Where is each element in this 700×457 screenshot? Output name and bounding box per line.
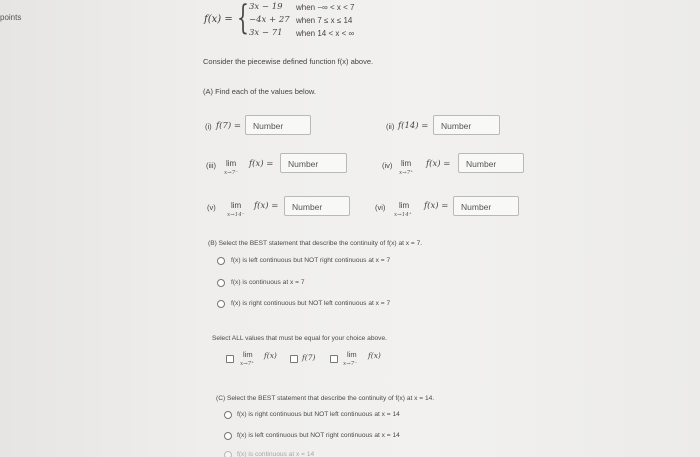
- select-all-instruction: Select ALL values that must be equal for your choice above.: [212, 335, 387, 342]
- check-3-sub: x→7⁻: [343, 361, 358, 367]
- points-label: points: [0, 13, 22, 22]
- item-iii-sub: x→7⁻: [224, 170, 239, 176]
- piece-3-cond: when 14 < x < ∞: [296, 29, 355, 38]
- piece-2-expr: −4x + 27: [249, 15, 290, 25]
- answer-ii-input[interactable]: Number: [433, 115, 500, 135]
- part-c-option-2[interactable]: f(x) is left continuous but NOT right continuous at x = 14: [237, 432, 400, 439]
- check-1-lim: lim: [243, 350, 253, 359]
- check-3-fn: f(x): [368, 351, 381, 360]
- piece-1-expr: 3x − 19: [249, 2, 283, 12]
- item-v-fn: f(x) =: [254, 201, 279, 211]
- function-lhs: f(x) =: [204, 14, 233, 25]
- part-b-radio-1[interactable]: [217, 257, 225, 265]
- part-c-radio-1[interactable]: [224, 411, 232, 419]
- part-c-option-1[interactable]: f(x) is right continuous but NOT left continuous at x = 14: [237, 411, 400, 418]
- answer-iv-input[interactable]: Number: [458, 153, 524, 173]
- item-iv-sub: x→7⁺: [399, 170, 414, 176]
- item-iv-fn: f(x) =: [426, 159, 451, 169]
- part-c-radio-3[interactable]: [224, 451, 232, 457]
- check-lim-7-minus[interactable]: [330, 355, 338, 363]
- answer-iii-input[interactable]: Number: [280, 153, 347, 173]
- part-b-radio-2[interactable]: [217, 279, 225, 287]
- check-f-7[interactable]: [290, 355, 298, 363]
- item-v-num: (v): [207, 203, 216, 212]
- item-iii-fn: f(x) =: [249, 159, 274, 169]
- item-vi-sub: x→14⁺: [394, 212, 412, 218]
- part-b-option-2[interactable]: f(x) is continuous at x = 7: [231, 279, 305, 286]
- item-i-expr: f(7) =: [216, 121, 242, 131]
- check-lim-7-plus[interactable]: [226, 355, 234, 363]
- item-ii-num: (ii): [386, 122, 395, 131]
- item-v-sub: x→14⁻: [227, 212, 245, 218]
- part-c-option-3[interactable]: f(x) is continuous at x = 14: [237, 451, 315, 457]
- item-v-lim: lim: [231, 201, 242, 210]
- check-1-fn: f(x): [264, 351, 277, 360]
- item-ii-expr: f(14) =: [398, 121, 429, 131]
- part-b-option-3[interactable]: f(x) is right continuous but NOT left continuous at x = 7: [231, 300, 391, 307]
- answer-v-input[interactable]: Number: [284, 196, 350, 216]
- intro-text: Consider the piecewise defined function f(x) above.: [203, 57, 374, 66]
- piece-1-cond: when −∞ < x < 7: [296, 3, 355, 12]
- part-a-heading: (A) Find each of the values below.: [203, 87, 316, 96]
- part-c-heading: (C) Select the BEST statement that describe the continuity of f(x) at x = 14.: [216, 395, 435, 402]
- piecewise-brace: {: [237, 0, 249, 38]
- check-1-sub: x→7⁺: [240, 361, 255, 367]
- piece-2-cond: when 7 ≤ x ≤ 14: [296, 16, 353, 25]
- answer-vi-input[interactable]: Number: [453, 196, 519, 216]
- item-iv-lim: lim: [401, 159, 412, 168]
- part-b-option-1[interactable]: f(x) is left continuous but NOT right continuous at x = 7: [231, 257, 391, 264]
- check-2-label: f(7): [302, 353, 316, 362]
- item-iii-lim: lim: [226, 159, 237, 168]
- answer-i-input[interactable]: Number: [245, 115, 311, 135]
- piece-3-expr: 3x − 71: [249, 28, 283, 38]
- item-iii-num: (iii): [206, 161, 216, 170]
- item-iv-num: (iv): [382, 161, 393, 170]
- part-c-radio-2[interactable]: [224, 432, 232, 440]
- item-i-num: (i): [205, 122, 212, 131]
- check-3-lim: lim: [347, 350, 357, 359]
- part-b-radio-3[interactable]: [217, 300, 225, 308]
- item-vi-num: (vi): [375, 203, 386, 212]
- item-vi-lim: lim: [399, 201, 410, 210]
- item-vi-fn: f(x) =: [424, 201, 449, 211]
- part-b-heading: (B) Select the BEST statement that describe the continuity of f(x) at x = 7.: [208, 240, 423, 247]
